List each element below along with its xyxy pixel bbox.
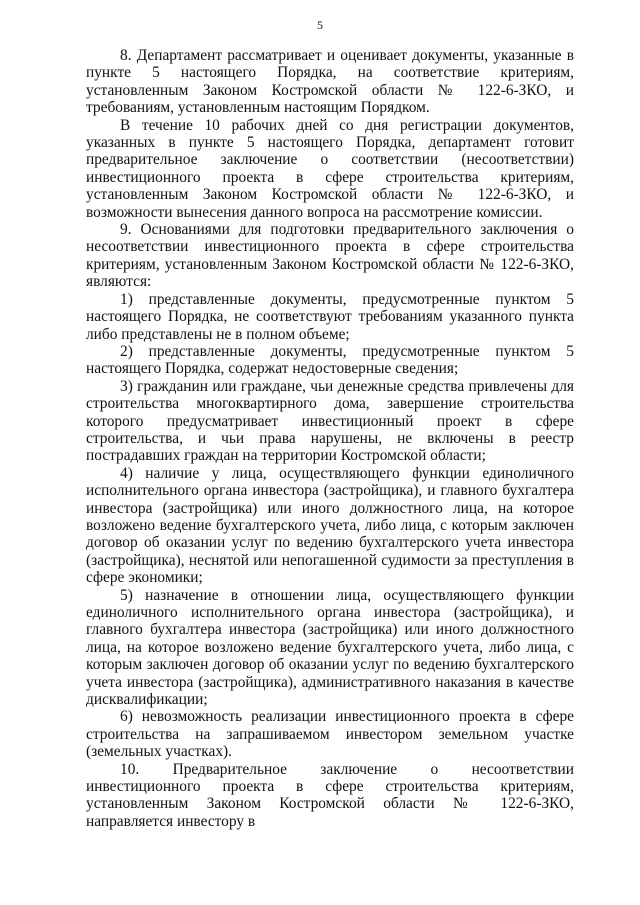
list-item-4: 4) наличие у лица, осуществляющего функции единоличного исполнительного органа инвестора (застройщика), и главного бухгалтера инвестора (застройщика) или иного должностного лица, на которое возложено ведение бухгалтерского учета, либо лица, с которым заключен договор об оказании услуг по ведению бухгалтерского учета инвестора (застройщика), неснятой или непогашенной судимости за преступления в сфере экономики; [86, 464, 574, 587]
page-number: 5 [317, 18, 323, 32]
list-item-6: 6) невозможность реализации инвестиционного проекта в сфере строительства на запрашиваемом инвестором земельном участке (земельных участках). [86, 708, 574, 761]
paragraph-8: 8. Департамент рассматривает и оценивает документы, указанные в пункте 5 настоящего Порядка, на соответствие критериям, установленным Законом Костромской области № 122-6-ЗКО, и требованиям, установленным настоящим Порядком. [86, 47, 574, 117]
document-body [86, 47, 574, 830]
paragraph-10: 10. Предварительное заключение о несоответствии инвестиционного проекта в сфере строительства критериям, установленным Законом Костромской области № 122-6-ЗКО, направляется инвестору в [86, 760, 574, 830]
list-item-2: 2) представленные документы, предусмотренные пунктом 5 настоящего Порядка, содержат недостоверные сведения; [86, 342, 574, 378]
list-item-1: 1) представленные документы, предусмотренные пунктом 5 настоящего Порядка, не соответствуют требованиям указанного пункта либо представлены не в полном объеме; [86, 290, 574, 343]
paragraph-8-deadline: В течение 10 рабочих дней со дня регистрации документов, указанных в пункте 5 настоящего Порядка, департамент готовит предварительное заключение о соответствии (несоответствии) инвестиционного проекта в сфере строительства критериям, установленным Законом Костромской области № 122-6-ЗКО, и возможности вынесения данного вопроса на рассмотрение комиссии. [86, 116, 574, 221]
list-item-5: 5) назначение в отношении лица, осуществляющего функции единоличного исполнительного органа инвестора (застройщика), и главного бухгалтера инвестора (застройщика) или иного должностного лица, на которое возложено ведение бухгалтерского учета, либо лица, с которым заключен договор об оказании услуг по ведению бухгалтерского учета инвестора (застройщика), административного наказания в качестве дисквалификации; [86, 586, 574, 709]
paragraph-9: 9. Основаниями для подготовки предварительного заключения о несоответствии инвестиционного проекта в сфере строительства критериям, установленным Законом Костромской области № 122-6-ЗКО, являются: [86, 221, 574, 291]
list-item-3: 3) гражданин или граждане, чьи денежные средства привлечены для строительства многоквартирного дома, завершение строительства которого предусматривает инвестиционный проект в сфере строительства, и чьи права нарушены, не включены в реестр пострадавших граждан на территории Костромской области; [86, 377, 574, 465]
